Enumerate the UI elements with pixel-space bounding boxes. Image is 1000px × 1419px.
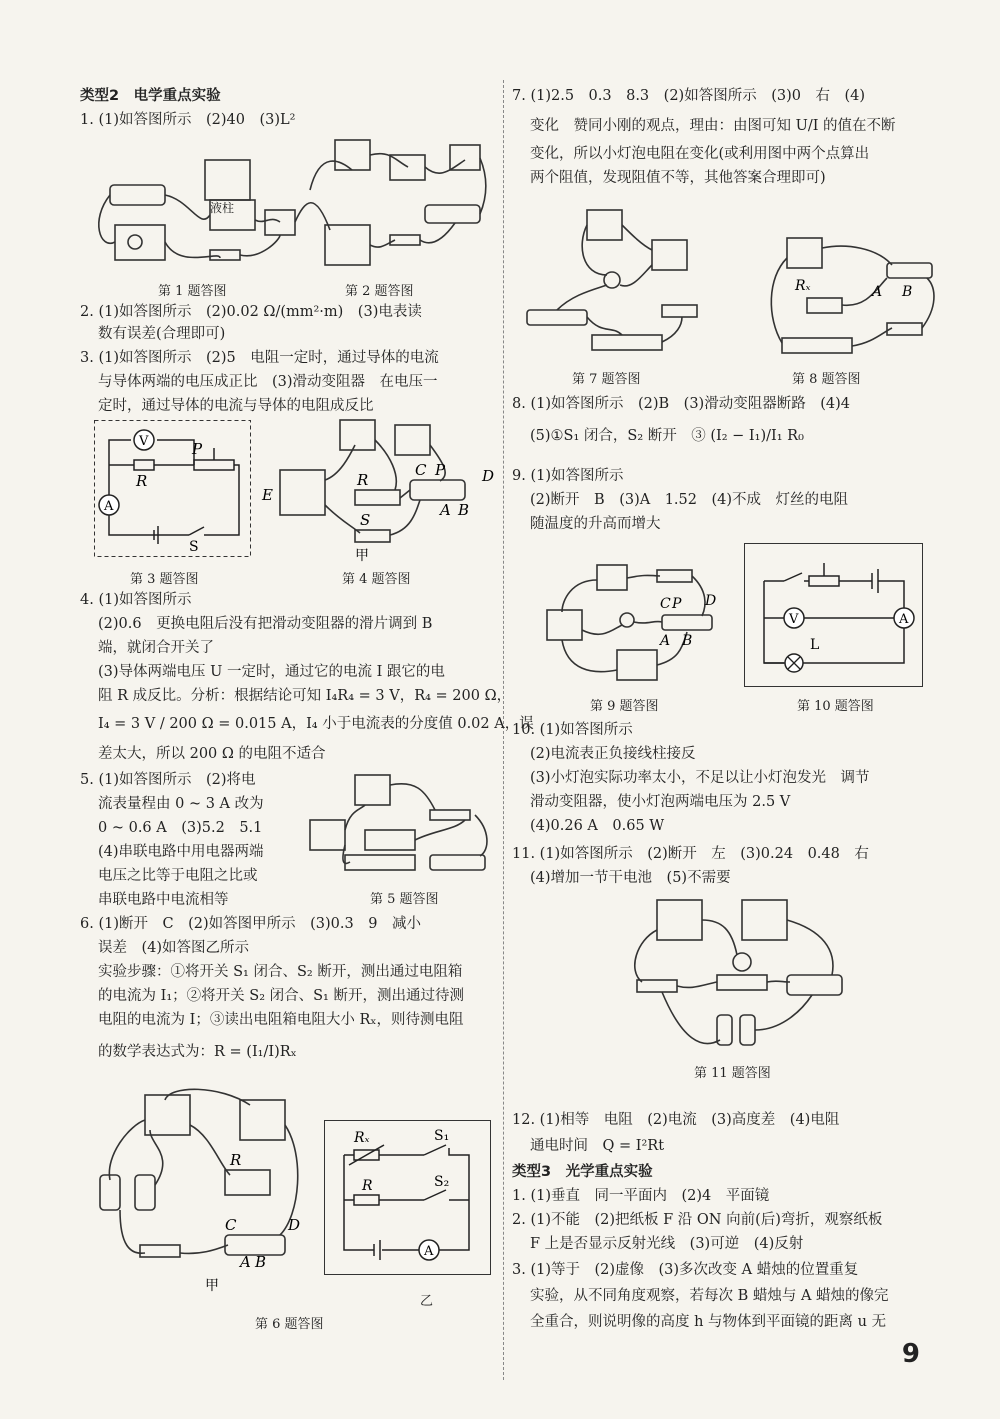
figure-5-circuit-photo xyxy=(305,770,495,880)
fig3-slider-label: P xyxy=(192,440,203,458)
fig9-P-label: P xyxy=(672,596,682,612)
answer-q6-line2: 误差 (4)如答图乙所示 xyxy=(98,940,250,956)
fig10-lamp-label: L xyxy=(810,637,820,653)
optics-answer-q3-line1: 3. (1)等于 (2)虚像 (3)多次改变 A 蜡烛的位置重复 xyxy=(512,1262,859,1278)
figure-8-circuit-photo xyxy=(747,228,932,358)
figure-6a-circuit-photo xyxy=(90,1085,305,1295)
answer-q9-line1: 9. (1)如答图所示 xyxy=(512,468,624,484)
answer-q11-line1: 11. (1)如答图所示 (2)断开 左 (3)0.24 0.48 右 xyxy=(512,846,869,862)
optics-answer-q2-line2: F 上是否显示反射光线 (3)可逆 (4)反射 xyxy=(530,1236,804,1252)
optics-answer-q2-line1: 2. (1)不能 (2)把纸板 F 沿 ON 向前(后)弯折，观察纸板 xyxy=(512,1212,883,1228)
fig10-ammeter-label: A xyxy=(899,612,909,627)
answer-q4-line6: I₄ = 3 V / 200 Ω = 0.015 A，I₄ 小于电流表的分度值 0.02 A，误 xyxy=(98,716,534,732)
fig3-resistor-label: R xyxy=(136,472,148,490)
answer-q4-line4: (3)导体两端电压 U 一定时，通过它的电流 I 跟它的电 xyxy=(98,664,445,680)
fig6a-sub-label: 甲 xyxy=(205,1278,219,1294)
answer-q3-line1: 3. (1)如答图所示 (2)5 电阻一定时，通过导体的电流 xyxy=(80,350,439,366)
fig8-A-label: A xyxy=(872,284,883,300)
figure-7-circuit-photo xyxy=(522,195,722,360)
answer-q9-line2: (2)断开 B (3)A 1.52 (4)不成 灯丝的电阻 xyxy=(530,492,849,508)
fig1-label-liquid-column: 液柱 xyxy=(210,201,235,215)
figure-9-circuit-photo xyxy=(542,560,722,685)
figure-4-circuit-photo xyxy=(260,415,495,565)
fig5-caption: 第 5 题答图 xyxy=(370,892,439,907)
fig6b-Rx-label: Rₓ xyxy=(354,1130,370,1146)
answer-q6-line1: 6. (1)断开 C (2)如答图甲所示 (3)0.3 9 减小 xyxy=(80,916,421,932)
answer-q1: 1. (1)如答图所示 (2)40 (3)L² xyxy=(80,112,296,128)
fig6a-label-D: D xyxy=(288,1216,301,1234)
answer-q11-line2: (4)增加一节干电池 (5)不需要 xyxy=(530,870,731,886)
fig4-label-S: S xyxy=(360,511,371,529)
fig9-B-label: B xyxy=(682,633,693,649)
answer-q5-line4: (4)串联电路中用电器两端 xyxy=(98,844,264,860)
answer-q2-line1: 2. (1)如答图所示 (2)0.02 Ω/(mm²·m) (3)电表读 xyxy=(80,304,422,320)
fig3-ammeter-label: A xyxy=(104,499,114,514)
answer-q5-line2: 流表量程由 0 ~ 3 A 改为 xyxy=(98,796,264,812)
optics-answer-q3-line3: 全重合，则说明像的高度 h 与物体到平面镜的距离 u 无 xyxy=(530,1314,887,1330)
figure-11-circuit-photo xyxy=(622,890,852,1055)
answer-q6-line3: 实验步骤：①将开关 S₁ 闭合、S₂ 断开，测出通过电阻箱 xyxy=(98,964,463,980)
answer-q7-line4: 两个阻值，发现阻值不等，其他答案合理即可) xyxy=(530,170,826,186)
fig1-caption: 第 1 题答图 xyxy=(158,284,227,299)
answer-q5-line5: 电压之比等于电阻之比或 xyxy=(98,868,258,884)
fig4-label-E: E xyxy=(262,486,273,504)
answer-q12-line1: 12. (1)相等 电阻 (2)电流 (3)高度差 (4)电阻 xyxy=(512,1112,840,1128)
answer-q10-line4: 滑动变阻器，使小灯泡两端电压为 2.5 V xyxy=(530,794,791,810)
answer-q6-line6: 的数学表达式为：R = (I₁/I)Rₓ xyxy=(98,1044,297,1060)
answer-q4-line5: 阻 R 成反比。分析：根据结论可知 I₄R₄ = 3 V，R₄ = 200 Ω， xyxy=(98,688,512,704)
fig6b-R-label: R xyxy=(362,1178,373,1194)
answer-q4-line7: 差太大，所以 200 Ω 的电阻不适合 xyxy=(98,746,326,762)
answer-q5-line3: 0 ~ 0.6 A (3)5.2 5.1 xyxy=(98,820,263,836)
fig11-caption: 第 11 题答图 xyxy=(694,1066,771,1081)
answer-q6-line4: 的电流为 I₁；②将开关 S₂ 闭合、S₁ 断开，测出通过待测 xyxy=(98,988,464,1004)
fig4-label-A: A xyxy=(440,501,451,519)
fig4-label-B: B xyxy=(458,501,470,519)
page-number: 9 xyxy=(901,1339,920,1369)
answer-q7-line2: 变化 赞同小刚的观点，理由：由图可知 U/I 的值在不断 xyxy=(530,118,896,134)
figure-1-2-circuit-photos xyxy=(90,130,490,280)
fig6b-S1-label: S₁ xyxy=(434,1128,450,1144)
section-title-electric: 类型2 电学重点实验 xyxy=(80,88,221,104)
answer-q2-line2: 数有误差(合理即可) xyxy=(98,326,226,342)
fig9-A-label: A xyxy=(660,633,671,649)
answer-q5-line6: 串联电路中电流相等 xyxy=(98,892,229,908)
fig6a-label-C: C xyxy=(225,1216,237,1234)
fig4-label-P: P xyxy=(435,461,446,479)
fig6b-sub-label: 乙 xyxy=(420,1294,434,1309)
answer-q10-line5: (4)0.26 A 0.65 W xyxy=(530,818,665,834)
optics-answer-q1: 1. (1)垂直 同一平面内 (2)4 平面镜 xyxy=(512,1188,770,1204)
answer-q8-line2: (5)①S₁ 闭合，S₂ 断开 ③ (I₂ − I₁)/I₁ R₀ xyxy=(530,428,804,444)
answer-q10-line3: (3)小灯泡实际功率太小，不足以让小灯泡发光 调节 xyxy=(530,770,870,786)
answer-q10-line2: (2)电流表正负接线柱接反 xyxy=(530,746,696,762)
answer-q7-line1: 7. (1)2.5 0.3 8.3 (2)如答图所示 (3)0 右 (4) xyxy=(512,88,866,104)
fig9-C-label: C xyxy=(660,596,671,612)
fig6-caption: 第 6 题答图 xyxy=(255,1317,324,1332)
fig10-caption: 第 10 题答图 xyxy=(797,699,874,714)
fig4-sub-label: 甲 xyxy=(355,548,369,564)
fig3-voltmeter-label: V xyxy=(139,434,149,449)
optics-answer-q3-line2: 实验，从不同角度观察，若每次 B 蜡烛与 A 蜡烛的像完 xyxy=(530,1288,889,1304)
answer-q5-line1: 5. (1)如答图所示 (2)将电 xyxy=(80,772,256,788)
figure-10-schematic xyxy=(744,543,924,688)
answer-q7-line3: 变化，所以小灯泡电阻在变化(或利用图中两个点算出 xyxy=(530,146,870,162)
fig8-Rx-label: Rₓ xyxy=(795,278,811,294)
fig3-caption: 第 3 题答图 xyxy=(130,572,199,587)
figure-3-schematic xyxy=(94,420,252,558)
section-title-optics: 类型3 光学重点实验 xyxy=(512,1164,653,1180)
fig3-switch-label: S xyxy=(189,539,199,555)
fig6b-ammeter-label: A xyxy=(424,1244,434,1259)
fig4-caption: 第 4 题答图 xyxy=(342,572,411,587)
fig7-caption: 第 7 题答图 xyxy=(572,372,641,387)
answer-q12-line2: 通电时间 Q = I²Rt xyxy=(530,1138,665,1154)
answer-q3-line3: 定时，通过导体的电流与导体的电阻成反比 xyxy=(98,398,374,414)
fig2-caption: 第 2 题答图 xyxy=(345,284,414,299)
answer-q4-line2: (2)0.6 更换电阻后没有把滑动变阻器的滑片调到 B xyxy=(98,616,433,632)
fig6a-label-B: B xyxy=(255,1253,267,1271)
answer-q6-line5: 电阻的电流为 I；③读出电阻箱电阻大小 Rₓ，则待测电阻 xyxy=(98,1012,464,1028)
answer-q3-line2: 与导体两端的电压成正比 (3)滑动变阻器 在电压一 xyxy=(98,374,438,390)
answer-q4-line3: 端，就闭合开关了 xyxy=(98,640,214,656)
fig9-caption: 第 9 题答图 xyxy=(590,699,659,714)
fig6b-S2-label: S₂ xyxy=(434,1174,450,1190)
answer-q9-line3: 随温度的升高而增大 xyxy=(530,516,661,532)
fig4-label-R: R xyxy=(357,471,369,489)
fig6a-label-A: A xyxy=(240,1253,251,1271)
answer-q8-line1: 8. (1)如答图所示 (2)B (3)滑动变阻器断路 (4)4 xyxy=(512,396,850,412)
answer-q4-line1: 4. (1)如答图所示 xyxy=(80,592,192,608)
answer-q10-line1: 10. (1)如答图所示 xyxy=(512,722,633,738)
figure-6b-schematic xyxy=(324,1120,492,1275)
fig10-voltmeter-label: V xyxy=(789,612,799,627)
fig4-label-C: C xyxy=(415,461,427,479)
fig4-label-D: D xyxy=(482,467,495,485)
fig9-D-label: D xyxy=(705,593,717,609)
fig6a-label-R: R xyxy=(230,1151,242,1169)
fig8-caption: 第 8 题答图 xyxy=(792,372,861,387)
fig8-B-label: B xyxy=(902,284,913,300)
